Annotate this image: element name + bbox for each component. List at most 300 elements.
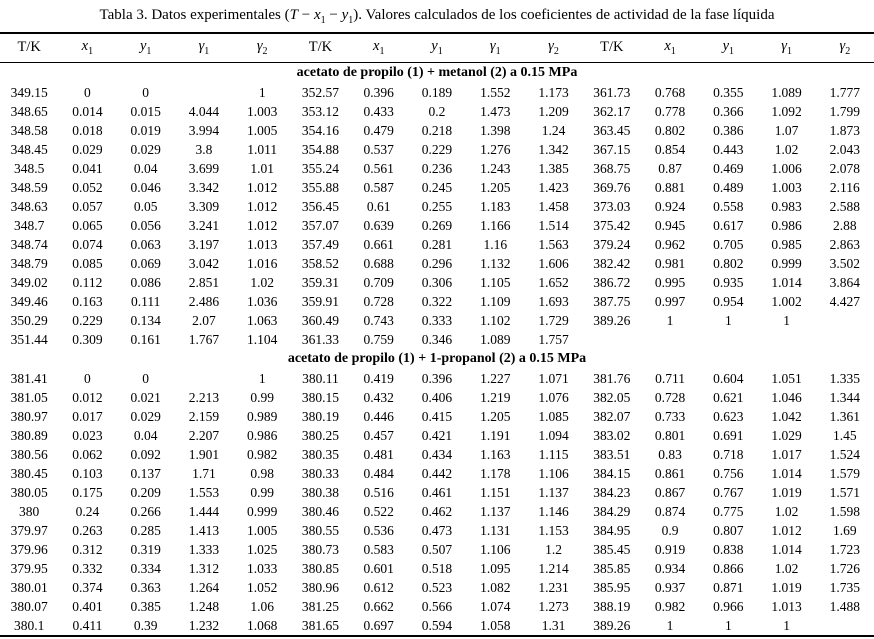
table-cell: 1.019 — [771, 579, 802, 595]
table-cell: 1.132 — [480, 255, 511, 271]
table-cell: 380.56 — [10, 446, 48, 462]
table-cell: 348.65 — [10, 103, 48, 119]
table-cell: 1.183 — [480, 198, 511, 214]
table-row — [0, 197, 874, 216]
table-cell — [175, 369, 233, 388]
table-cell: 0.995 — [654, 274, 686, 290]
table-cell: 3.864 — [829, 274, 861, 290]
table-cell: 0.728 — [654, 389, 686, 405]
table-cell: 348.59 — [10, 179, 48, 195]
table-cell: 0.085 — [72, 255, 103, 271]
table-body — [0, 62, 874, 636]
table-cell: 1.423 — [538, 179, 569, 195]
table-cell: 0.767 — [713, 484, 744, 500]
table-cell: 1.209 — [538, 103, 569, 119]
column-header: $\gamma_2$ — [548, 38, 559, 57]
table-cell: 3.241 — [188, 217, 220, 233]
table-cell: 0.029 — [130, 408, 161, 424]
table-cell: 0 — [142, 84, 150, 100]
table-row — [0, 292, 874, 311]
table-cell: 380 — [19, 503, 40, 519]
column-header: $x_1$ — [373, 38, 385, 57]
table-cell: 351.44 — [10, 331, 48, 347]
table-cell: 1.473 — [480, 103, 511, 119]
table-cell: 0.924 — [654, 198, 686, 214]
table-cell: 0.057 — [72, 198, 103, 214]
table-cell: 362.17 — [593, 103, 631, 119]
table-cell: 0.986 — [771, 217, 802, 233]
table-cell: 0.934 — [654, 560, 686, 576]
table-cell: 0.134 — [130, 312, 161, 328]
table-cell: 1.06 — [250, 598, 274, 614]
table-cell: 0.479 — [363, 122, 394, 138]
table-cell: 1.095 — [480, 560, 511, 576]
table-cell: 349.15 — [10, 84, 48, 100]
table-cell: 0.443 — [713, 141, 744, 157]
table-cell: 0.523 — [421, 579, 453, 595]
table-cell: 1.219 — [480, 389, 511, 405]
table-cell: 1.553 — [188, 484, 220, 500]
table-cell: 384.15 — [593, 465, 631, 481]
table-cell: 361.33 — [301, 331, 340, 347]
table-row — [0, 83, 874, 102]
table-cell: 1.264 — [188, 579, 220, 595]
table-cell: 381.25 — [301, 598, 340, 614]
column-header: T/K — [17, 38, 41, 55]
table-row — [0, 502, 874, 521]
table-cell: 361.73 — [593, 84, 631, 100]
table-cell: 380.35 — [301, 446, 340, 462]
table-cell: 0.052 — [72, 179, 103, 195]
table-cell: 0.473 — [421, 522, 453, 538]
table-cell: 0.056 — [130, 217, 161, 233]
table-cell: 0.209 — [130, 484, 161, 500]
table-cell: 1.012 — [771, 522, 802, 538]
table-cell: 0.269 — [421, 217, 453, 233]
table-cell: 0.029 — [72, 141, 103, 157]
table-cell: 1.01 — [250, 160, 274, 176]
table-cell: 1.003 — [771, 179, 802, 195]
table-cell: 1.488 — [829, 598, 861, 614]
table-cell: 2.588 — [829, 198, 861, 214]
table-cell: 4.044 — [188, 103, 220, 119]
table-cell: 380.89 — [10, 427, 48, 443]
table-cell: 1.011 — [247, 141, 278, 157]
table-cell: 360.49 — [301, 312, 340, 328]
table-cell: 1.153 — [538, 522, 569, 538]
column-header: $\gamma_1$ — [781, 38, 792, 57]
table-cell: 0.065 — [72, 217, 103, 233]
table-cell: 1.151 — [480, 484, 511, 500]
table-cell: 0.041 — [72, 160, 103, 176]
table-cell — [641, 330, 699, 349]
table-cell: 1 — [783, 617, 790, 633]
table-cell: 0.983 — [771, 198, 802, 214]
table-cell: 1.231 — [538, 579, 569, 595]
table-cell: 0.982 — [654, 598, 686, 614]
table-cell: 1 — [783, 312, 790, 328]
table-cell: 0.396 — [421, 370, 453, 386]
column-header: $x_1$ — [81, 38, 94, 57]
table-cell: 0.601 — [363, 560, 394, 576]
table-cell: 1 — [258, 84, 266, 100]
table-cell: 1.063 — [247, 312, 278, 328]
table-cell: 380.25 — [301, 427, 340, 443]
table-cell: 355.24 — [301, 160, 340, 176]
table-cell: 1.017 — [771, 446, 802, 462]
table-cell: 0.469 — [713, 160, 744, 176]
table-cell: 385.45 — [593, 541, 631, 557]
table-cell: 354.16 — [301, 122, 340, 138]
table-cell: 1.029 — [771, 427, 802, 443]
table-cell: 348.79 — [10, 255, 48, 271]
table-cell: 0.662 — [363, 598, 394, 614]
table-cell: 388.19 — [593, 598, 631, 614]
table-cell: 0.419 — [363, 370, 394, 386]
table-cell: 1 — [666, 617, 674, 633]
table-cell: 0.697 — [363, 617, 394, 633]
table-cell: 0.434 — [421, 446, 453, 462]
table-cell: 382.05 — [593, 389, 631, 405]
table-cell: 2.116 — [829, 179, 860, 195]
table-cell: 349.02 — [10, 274, 48, 290]
table-cell: 354.88 — [301, 141, 340, 157]
table-cell: 0.446 — [363, 408, 394, 424]
table-cell: 363.45 — [593, 122, 631, 138]
table-cell: 0.386 — [713, 122, 744, 138]
table-cell — [757, 330, 815, 349]
table-cell: 1.563 — [538, 236, 569, 252]
column-header: $\gamma_1$ — [198, 38, 210, 57]
table-cell: 1.191 — [480, 427, 511, 443]
column-header: $y_1$ — [139, 38, 152, 57]
table-cell: 359.31 — [301, 274, 340, 290]
table-cell: 1.013 — [247, 236, 278, 252]
table-cell: 1.012 — [247, 217, 278, 233]
table-cell: 358.52 — [301, 255, 340, 271]
table-cell: 0.989 — [247, 408, 278, 424]
table-cell: 1.16 — [483, 236, 508, 252]
table-cell: 0.415 — [421, 408, 453, 424]
table-cell: 1.71 — [192, 465, 216, 481]
table-cell: 0.688 — [363, 255, 394, 271]
table-cell: 0.639 — [363, 217, 394, 233]
table-row — [0, 273, 874, 292]
table-cell: 0.604 — [713, 370, 744, 386]
table-cell: 0.61 — [366, 198, 391, 214]
table-cell: 0.661 — [363, 236, 394, 252]
table-cell: 0.112 — [72, 274, 103, 290]
table-cell: 0.867 — [654, 484, 686, 500]
table-cell: 0.709 — [363, 274, 394, 290]
table-cell: 1.013 — [771, 598, 802, 614]
table-cell: 0.919 — [654, 541, 686, 557]
table-cell: 0.718 — [713, 446, 744, 462]
table-cell: 1.137 — [538, 484, 569, 500]
table-cell: 1.335 — [829, 370, 861, 386]
table-cell: 0.985 — [771, 236, 802, 252]
table-row — [0, 369, 874, 388]
table-row — [0, 578, 874, 597]
table-row — [0, 521, 874, 540]
table-cell: 1.69 — [833, 522, 857, 538]
table-cell: 368.75 — [593, 160, 631, 176]
column-header: $\gamma_2$ — [256, 38, 268, 57]
table-cell: 1.276 — [480, 141, 511, 157]
table-cell: 2.159 — [188, 408, 220, 424]
table-cell: 1.104 — [247, 331, 278, 347]
table-cell: 0.092 — [130, 446, 161, 462]
table-cell: 0.322 — [421, 293, 453, 309]
table-cell: 348.7 — [13, 217, 45, 233]
table-cell: 0.759 — [363, 331, 394, 347]
table-cell: 0.854 — [654, 141, 686, 157]
table-cell: 380.85 — [301, 560, 340, 576]
table-cell: 0.163 — [72, 293, 103, 309]
table-cell: 380.05 — [10, 484, 48, 500]
table-cell: 0.411 — [72, 617, 103, 633]
table-row — [0, 311, 874, 330]
table-cell: 1.046 — [771, 389, 802, 405]
table-cell: 1.693 — [538, 293, 569, 309]
table-cell: 1.02 — [250, 274, 274, 290]
table-cell: 0.997 — [654, 293, 686, 309]
section-row — [0, 62, 874, 83]
table-cell — [175, 83, 233, 102]
table-cell: 1.729 — [538, 312, 569, 328]
table-cell: 1 — [666, 312, 674, 328]
table-cell: 0.962 — [654, 236, 686, 252]
table-cell: 1.137 — [480, 503, 511, 519]
table-cell: 373.03 — [593, 198, 631, 214]
table-cell: 1.873 — [829, 122, 861, 138]
table-cell: 1.767 — [188, 331, 220, 347]
table-cell: 1.312 — [188, 560, 220, 576]
table-cell: 386.72 — [593, 274, 631, 290]
table-cell: 380.55 — [301, 522, 340, 538]
table-cell: 1.016 — [247, 255, 278, 271]
table-cell: 3.502 — [829, 255, 861, 271]
table-cell: 4.427 — [829, 293, 861, 309]
table-cell — [816, 311, 874, 330]
table-cell: 2.213 — [188, 389, 220, 405]
table-cell: 1.089 — [771, 84, 802, 100]
table-cell: 0.401 — [72, 598, 103, 614]
table-cell: 1.901 — [188, 446, 220, 462]
table-row — [0, 559, 874, 578]
table-cell: 384.95 — [593, 522, 631, 538]
table-cell: 0.346 — [421, 331, 453, 347]
table-cell: 1.07 — [774, 122, 799, 138]
table-cell: 1.094 — [538, 427, 569, 443]
table-cell: 3.197 — [188, 236, 220, 252]
table-cell: 3.309 — [188, 198, 220, 214]
table-cell: 1.166 — [480, 217, 511, 233]
section-header: acetato de propilo (1) + metanol (2) a 0.15 MPa — [296, 64, 578, 80]
table-cell: 0.705 — [713, 236, 744, 252]
table-row — [0, 254, 874, 273]
table-cell: 0.24 — [75, 503, 100, 519]
table-cell: 353.12 — [301, 103, 340, 119]
table-cell: 352.57 — [301, 84, 340, 100]
table-cell: 367.15 — [593, 141, 631, 157]
table-cell: 1.232 — [188, 617, 220, 633]
table-cell: 1.092 — [771, 103, 802, 119]
table-row — [0, 464, 874, 483]
table-cell: 1.012 — [247, 179, 278, 195]
column-header: $y_1$ — [431, 38, 443, 57]
table-cell: 3.342 — [188, 179, 220, 195]
table-cell: 0.374 — [72, 579, 103, 595]
table-cell: 0.621 — [713, 389, 744, 405]
table-cell — [816, 616, 874, 636]
table-cell: 0.999 — [247, 503, 278, 519]
table-cell: 350.29 — [10, 312, 48, 328]
table-cell: 1.014 — [771, 465, 802, 481]
table-cell: 0.137 — [130, 465, 161, 481]
table-cell: 0.861 — [654, 465, 686, 481]
table-cell: 369.76 — [593, 179, 631, 195]
table-cell: 1.24 — [541, 122, 566, 138]
table-cell: 1.735 — [829, 579, 861, 595]
table-cell: 0.768 — [654, 84, 686, 100]
table-row — [0, 597, 874, 616]
table-cell: 355.88 — [301, 179, 340, 195]
table-cell: 1.248 — [188, 598, 220, 614]
table-cell: 0 — [84, 370, 91, 386]
table-cell: 0.536 — [363, 522, 394, 538]
table-cell: 0.507 — [421, 541, 453, 557]
table-cell: 0.481 — [363, 446, 394, 462]
table-cell: 356.45 — [301, 198, 340, 214]
table-cell: 0.281 — [421, 236, 453, 252]
table-cell: 1.579 — [829, 465, 861, 481]
table-cell: 1 — [724, 312, 732, 328]
table-cell: 1.458 — [538, 198, 569, 214]
table-cell: 1.003 — [247, 103, 278, 119]
table-cell: 1.146 — [538, 503, 569, 519]
table-cell: 349.46 — [10, 293, 48, 309]
table-cell: 0.021 — [130, 389, 161, 405]
table-cell: 0.334 — [130, 560, 161, 576]
table-cell: 0.462 — [421, 503, 453, 519]
table-cell: 348.58 — [10, 122, 48, 138]
table-cell: 380.01 — [10, 579, 48, 595]
table-cell: 1.102 — [480, 312, 511, 328]
table-cell: 1.02 — [774, 503, 799, 519]
column-header: $\gamma_1$ — [489, 38, 501, 57]
table-cell: 380.19 — [301, 408, 340, 424]
table-cell: 1.243 — [480, 160, 511, 176]
table-cell: 1.042 — [771, 408, 802, 424]
table-cell: 383.51 — [593, 446, 631, 462]
table-cell: 0.623 — [713, 408, 744, 424]
table-cell: 0.04 — [133, 160, 158, 176]
table-cell: 0.046 — [130, 179, 161, 195]
table-cell: 0.245 — [421, 179, 453, 195]
table-cell: 1.131 — [480, 522, 511, 538]
table-cell: 357.07 — [301, 217, 340, 233]
table-cell: 0 — [84, 84, 91, 100]
table-cell: 0.306 — [421, 274, 453, 290]
table-cell: 380.07 — [10, 598, 48, 614]
table-cell: 380.46 — [301, 503, 340, 519]
section-header: acetato de propilo (1) + 1-propanol (2) a 0.15 MPa — [287, 350, 587, 366]
table-cell: 380.97 — [10, 408, 48, 424]
table-cell: 0.461 — [421, 484, 453, 500]
table-cell: 384.23 — [593, 484, 631, 500]
table-cell: 380.11 — [302, 370, 339, 386]
table-cell: 1.105 — [480, 274, 511, 290]
header-row — [0, 33, 874, 62]
table-cell: 0.807 — [713, 522, 744, 538]
table-cell: 3.994 — [188, 122, 220, 138]
table-cell: 0.945 — [654, 217, 686, 233]
table-cell: 379.96 — [10, 541, 48, 557]
table-cell: 380.38 — [301, 484, 340, 500]
table-row — [0, 445, 874, 464]
table-cell: 2.851 — [188, 274, 220, 290]
table-cell: 0.98 — [250, 465, 274, 481]
table-row — [0, 140, 874, 159]
table-cell: 389.26 — [593, 312, 631, 328]
table-cell: 0.981 — [654, 255, 686, 271]
table-cell: 1.012 — [247, 198, 278, 214]
column-header: $y_1$ — [722, 38, 735, 57]
column-header: $x_1$ — [664, 38, 676, 57]
table-cell: 2.88 — [833, 217, 857, 233]
table-cell: 380.1 — [13, 617, 45, 633]
table-cell: 0.881 — [654, 179, 686, 195]
table-cell: 1.006 — [771, 160, 802, 176]
table-cell: 2.486 — [188, 293, 220, 309]
table-cell: 0.87 — [658, 160, 682, 176]
table-cell: 380.15 — [301, 389, 340, 405]
table-cell: 0.396 — [363, 84, 394, 100]
table-cell: 1.02 — [774, 560, 799, 576]
table-cell: 0.711 — [655, 370, 685, 386]
table-cell: 3.042 — [188, 255, 220, 271]
table-cell: 1.2 — [545, 541, 562, 557]
table-cell: 0.728 — [363, 293, 394, 309]
table-cell: 348.74 — [10, 236, 48, 252]
table-cell: 1.002 — [771, 293, 802, 309]
table-cell: 0.966 — [713, 598, 744, 614]
table-cell: 0.99 — [250, 389, 274, 405]
table-cell: 1.514 — [538, 217, 569, 233]
table-cell: 0 — [142, 370, 150, 386]
table-cell: 381.41 — [10, 370, 48, 386]
table-cell: 381.65 — [301, 617, 340, 633]
table-cell: 380.96 — [301, 579, 340, 595]
table-row — [0, 407, 874, 426]
table-cell: 0.612 — [363, 579, 394, 595]
table-cell: 379.95 — [10, 560, 48, 576]
table-cell: 1.757 — [538, 331, 569, 347]
table-cell: 0.05 — [133, 198, 158, 214]
table-cell: 0.263 — [72, 522, 103, 538]
table-cell: 0.516 — [363, 484, 394, 500]
table-cell: 1.273 — [538, 598, 569, 614]
table-row — [0, 178, 874, 197]
table-cell: 0.029 — [130, 141, 161, 157]
table-cell: 0.406 — [421, 389, 453, 405]
table-cell: 1.606 — [538, 255, 569, 271]
table-cell: 1.333 — [188, 541, 220, 557]
table-cell: 1.005 — [247, 122, 278, 138]
table-cell: 1.071 — [538, 370, 569, 386]
table-cell: 389.26 — [593, 617, 631, 633]
